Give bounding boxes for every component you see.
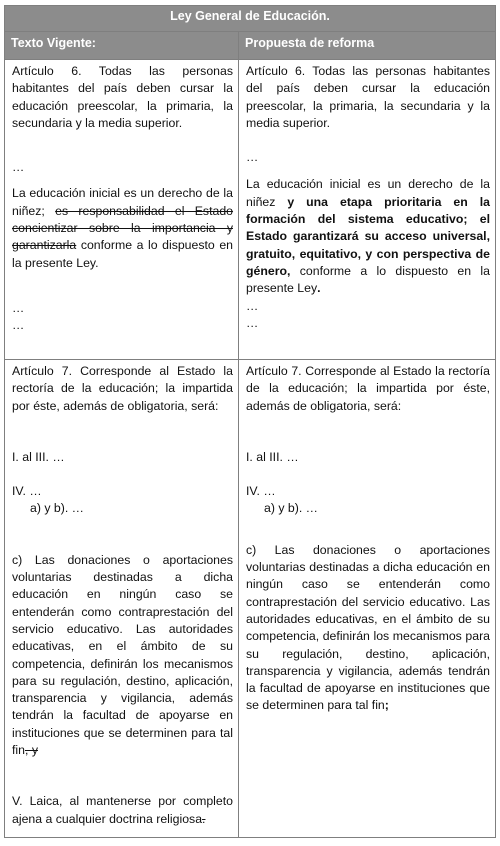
- ellipsis: …: [246, 150, 259, 165]
- column-header-reform-proposal: Propuesta de reforma: [239, 32, 496, 60]
- subsections-a-b: a) y b). …: [30, 501, 84, 516]
- added-text: y una etapa prioritaria en la formación del sistema educativo; el Estado garantizará su acceso universal, gratuito, equitativo, y con perspectiva de género,: [246, 194, 490, 278]
- article-6-paragraph: Artículo 6. Todas las personas habitantes del país deben cursar la educación preescolar, la primaria, la secundaria y la media superior.: [246, 64, 490, 130]
- ellipsis: …: [12, 300, 25, 315]
- article-7-paragraph: Artículo 7. Corresponde al Estado la rectoría de la educación; la impartida por éste, además de obligatoria, será:: [246, 364, 490, 413]
- cell-reform-article-7: [239, 360, 496, 838]
- cell-current-article-6: [5, 60, 239, 360]
- column-header-current-text: Texto Vigente:: [5, 32, 239, 60]
- ellipsis: …: [12, 160, 25, 175]
- comparison-table: [4, 5, 496, 838]
- cell-current-article-7: [5, 360, 239, 838]
- added-text: ;: [384, 698, 389, 713]
- table-row-article-6: [5, 60, 496, 360]
- subsection-c-paragraph: c) Las donaciones o aportaciones voluntarias destinadas a dicha educación en ningún caso se entenderán como contraprestación del servicio educativo. Las autoridades educativas, en el ámbito de su competencia, definirán los mecanismos para su regulación, destino, aplicación, transparencia y vigilancia, además tendrán la facultad de apoyarse en instituciones que se determinen para tal fin;: [246, 542, 490, 713]
- fraction-i-iii: I. al III. …: [12, 449, 65, 464]
- subsection-c-paragraph: c) Las donaciones o aportaciones voluntarias destinadas a dicha educación en ningún caso se entenderán como contraprestación del servicio educativo. Las autoridades educativas, en el ámbito de su competencia, definirán los mecanismos para su regulación, destino, aplicación, transparencia y vigilancia, además tendrán la facultad de apoyarse en instituciones que se determinen para tal fin, y: [12, 552, 233, 758]
- deleted-text: es responsabilidad el Estado concientizar sobre la importancia y garantizarla: [12, 203, 234, 253]
- fraction-iv: IV. …: [246, 484, 276, 499]
- article-7-paragraph: Artículo 7. Corresponde al Estado la rectoría de la educación; la impartida por éste, además de obligatoria, será:: [12, 364, 233, 413]
- ellipsis: …: [246, 315, 259, 330]
- ellipsis: …: [12, 318, 25, 333]
- fraction-v-paragraph: V. Laica, al mantenerse por completo ajena a cualquier doctrina religiosa.: [12, 794, 233, 826]
- deleted-text: , y: [25, 743, 38, 758]
- fraction-i-iii: I. al III. …: [246, 449, 299, 464]
- table-title: Ley General de Educación.: [5, 6, 496, 32]
- initial-education-paragraph: La educación inicial es un derecho de la niñez; es responsabilidad el Estado concientizar sobre la importancia y garantizarla conforme a lo dispuesto en la presente Ley.: [12, 186, 234, 270]
- ellipsis: …: [246, 298, 259, 313]
- subsections-a-b: a) y b). …: [264, 501, 318, 516]
- article-6-paragraph: Artículo 6. Todas las personas habitantes del país deben cursar la educación preescolar, la primaria, la secundaria y la media superior.: [12, 64, 233, 130]
- cell-reform-article-6: [239, 60, 496, 360]
- initial-education-paragraph: La educación inicial es un derecho de la niñez y una etapa prioritaria en la formación del sistema educativo; el Estado garantizará su acceso universal, gratuito, equitativo, y con perspectiva de género, conforme a lo dispuesto en la presente Ley.: [246, 177, 490, 296]
- deleted-text: .: [202, 811, 206, 826]
- fraction-iv: IV. …: [12, 484, 42, 499]
- table-row-article-7: [5, 360, 496, 838]
- comparison-table-wrapper: [4, 5, 495, 838]
